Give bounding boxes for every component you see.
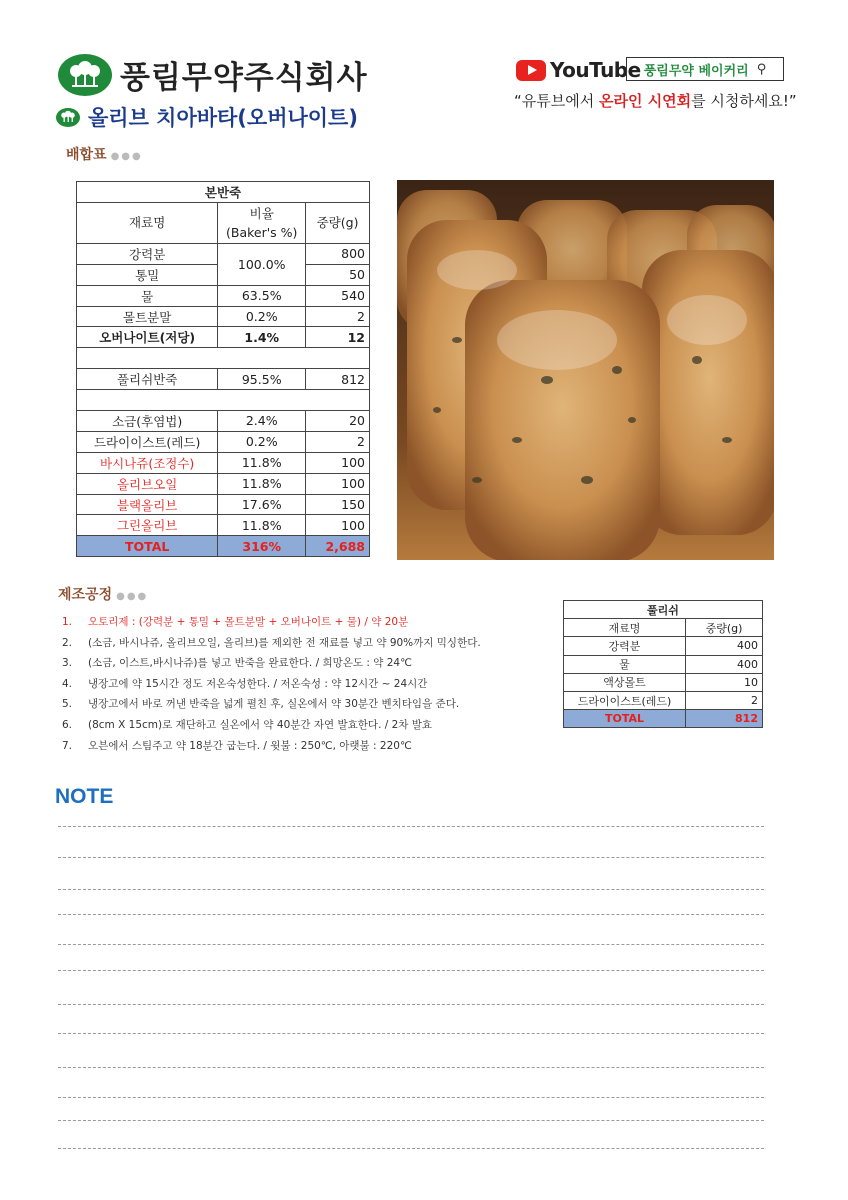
spacer-row: [77, 390, 370, 411]
note-line: [58, 1033, 764, 1034]
table-row: 풀리쉬반죽 95.5% 812: [77, 369, 370, 390]
table-row: 물 63.5% 540: [77, 285, 370, 306]
table-row: 소금(후염법) 2.4% 20: [77, 411, 370, 432]
table-row: 물 400: [564, 655, 763, 673]
table-row: 몰트분말 0.2% 2: [77, 306, 370, 327]
poolish-table: [563, 600, 763, 728]
table-row: 오버나이트(저당) 1.4% 12: [77, 327, 370, 348]
section-recipe-heading: 배합표 ●●●: [66, 147, 143, 163]
tagline-highlight: 온라인 시연회: [599, 92, 692, 110]
table-row: 그린올리브 11.8% 100: [77, 515, 370, 536]
section-process-label: 제조공정: [58, 587, 113, 603]
bread-photo: [397, 180, 774, 560]
table-row: 올리브오일 11.8% 100: [77, 473, 370, 494]
col-name-header: 재료명: [77, 202, 218, 243]
main-dough-table: [76, 181, 370, 557]
tree-logo-icon: [58, 54, 112, 96]
list-item: 4. 냉장고에 약 15시간 정도 저온숙성한다. / 저온숙성 : 약 12시간 ~ 24시간: [62, 677, 428, 690]
note-line: [58, 889, 764, 890]
note-line: [58, 857, 764, 858]
table-row: 통밀 50: [77, 264, 370, 285]
recipe-title-row: [56, 102, 358, 132]
list-item: 6. (8cm X 15cm)로 재단하고 실온에서 약 40분간 자연 발효한다. / 2차 발효: [62, 718, 433, 731]
poolish-col-name: 재료명: [564, 619, 686, 637]
list-item: 5. 냉장고에서 바로 꺼낸 반죽을 넓게 펼친 후, 실온에서 약 30분간 벤치타임을 준다.: [62, 698, 460, 711]
search-icon: ⚲: [756, 61, 767, 77]
tagline-pre: “유튜브에서: [514, 92, 599, 110]
spacer-row: [77, 348, 370, 369]
note-line: [58, 1004, 764, 1005]
table-row: 강력분 400: [564, 637, 763, 655]
list-item: 2. (소금, 바시나쥬, 올리브오일, 올리브)를 제외한 전 재료를 넣고 약 90%까지 믹싱한다.: [62, 636, 481, 649]
note-line: [58, 1067, 764, 1068]
youtube-label: YouTube: [550, 58, 641, 82]
note-line: [58, 914, 764, 915]
section-recipe-label: 배합표: [66, 147, 107, 163]
youtube-logo[interactable]: [516, 58, 641, 82]
note-line: [58, 826, 764, 827]
recipe-title: 올리브 치아바타(오버나이트): [88, 106, 358, 130]
list-item: 7. 오븐에서 스팀주고 약 18분간 굽는다. / 윗불 : 250℃, 아랫불 : 220℃: [62, 739, 412, 752]
note-line: [58, 1148, 764, 1149]
tagline: [514, 90, 797, 111]
note-line: [58, 970, 764, 971]
col-weight-header: 중량(g): [306, 202, 370, 243]
company-name: 풍림무약주식회사: [120, 60, 368, 96]
table-row: 바시나쥬(조정수) 11.8% 100: [77, 452, 370, 473]
poolish-title: 풀리쉬: [564, 601, 763, 619]
tagline-post: 를 시청하세요!”: [691, 92, 797, 110]
table-group-title: 본반죽: [77, 182, 370, 203]
table-row: 블랙올리브 17.6% 150: [77, 494, 370, 515]
note-line: [58, 1097, 764, 1098]
list-item: 3. (소금, 이스트,바시나쥬)를 넣고 반죽을 완료한다. / 희망온도 : 약 24℃: [62, 657, 412, 670]
note-heading: NOTE: [55, 785, 114, 808]
youtube-search-box[interactable]: [626, 57, 784, 81]
note-line: [58, 1120, 764, 1121]
list-item: 1. 오토리제 : (강력분 + 통밀 + 몰트분말 + 오버나이트 + 물) / 약 20분: [62, 616, 409, 628]
table-row: 강력분 100.0% 800: [77, 243, 370, 264]
tree-logo-small-icon: [56, 108, 80, 127]
table-row: 드라이이스트(레드) 0.2% 2: [77, 431, 370, 452]
col-ratio-header: 비율 (Baker's %): [218, 202, 306, 243]
youtube-play-icon: [516, 60, 546, 81]
process-steps: [62, 612, 481, 756]
total-row: TOTAL 812: [564, 710, 763, 728]
total-row: TOTAL 316% 2,688: [77, 536, 370, 557]
note-line: [58, 944, 764, 945]
search-text: 풍림무약 베이커리: [643, 63, 749, 79]
section-process-heading: 제조공정 ●●●: [58, 587, 149, 603]
poolish-col-weight: 중량(g): [686, 619, 763, 637]
table-row: 드라이이스트(레드) 2: [564, 691, 763, 709]
table-row: 액상몰트 10: [564, 673, 763, 691]
company-logo: [58, 52, 368, 97]
